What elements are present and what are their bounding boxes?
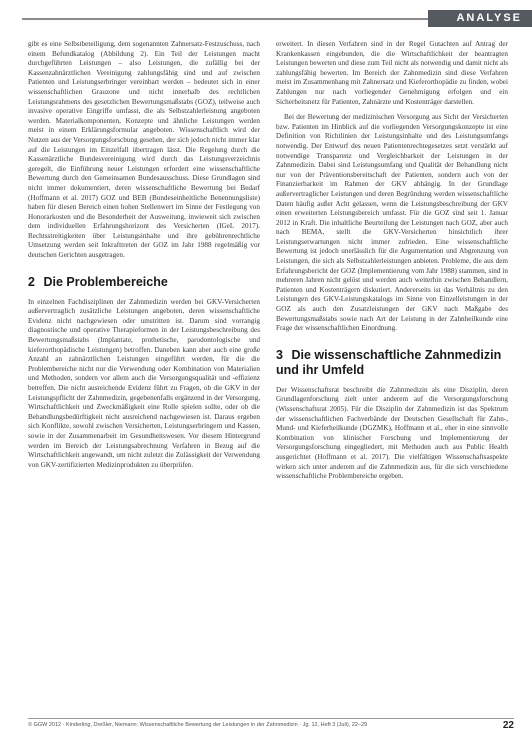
body-paragraph: gibt es eine Selbstbeteiligung, dem sogenannten Zahnersatz-Festzuschuss, nach einem Befundkatalog (Abbildung 2). Ein Teil der Leistungen macht durchgeführten Leistungen – also Leistungen, die zufällig bei der Kassenzahnärztlichen Vereinigung zahlungsfähig sind und auf zwischen Patienten und Leistungserbringer vereinbart werden – bedeutet sich in einer wissenschaftlichen Grauzone und nicht innerhalb des rechtlichen Leistungsrahmens des gesetzlichen Bewertungsmaßstabs (GOZ), teilweise auch invasive operative Eingriffe umfasst, die als Selbstzahlerleistung angeboten werden. Materialkomponenten, Konzepte und ähnliche Leistungen werden meist in einem Erklärungsformular angeboten. Wissenschaftlich wird der Nutzen aus der Versorgungsforschung gesehen, der sich jedoch nicht immer klar auf die Leistungen im Einzelfall übertragen lässt. Die Regelung durch die Kassenärztliche Bundesvereinigung wird durch das Leistungsverzeichnis geregelt, die Einführung neuer Leistungen erfordert eine wissenschaftliche Bewertung durch den Gemeinsamen Bundesausschuss. Diese Grundlagen sind nicht immer dokumentiert, deren wissenschaftliche Bewertung bei Bedarf (Hoffmann et al. 2017) GOZ und BEB (Bundeseinheitliche Benennungsliste) haben für diesen Bereich einen hohen Stellenwert im Sinne der Festlegung von Honorarkosten und die Besonderheit der Ausweitung, inwieweit sich zwischen dem individuellen Erfahrungshorizont des Versicherten (IGeL 2017). Rechtsstreitigkeiten über Leistungsinhalte und ihre gebührenrechtliche Umsetzung werden seit Inkrafttreten der GOZ im Jahr 1988 regelmäßig vor deutschen Gerichten ausgetragen. [28,40,260,260]
body-paragraph: erweitert. In diesen Verfahren sind in der Regel Gutachten auf Antrag der Krankenkassen eingebunden, die die Wirtschaftlichkeit der beantragten Leistungen bewerten und diese zum Teil nicht als notwendig und damit nicht als zahlungsfähig bewerten. Im Bereich der Zahnmedizin sind diese Verfahren meist im Zusammenhang mit Zahnersatz und Kieferorthopädie zu finden, wobei Zahlungen nur nach vorliegender Genehmigung erfolgen und ein Sicherheitsnetz für Patienten, Zahnärzte und Kostenträger darstellen. [276,40,508,106]
section-heading-2 [28,275,260,290]
section-label: ANALYSE [428,10,532,27]
left-column [28,40,260,476]
body-paragraph: In einzelnen Fachdisziplinen der Zahnmedizin werden bei GKV-Versicherten außervertraglich zusätzliche Leistungen angeboten, deren wissenschaftliche Evidenz nicht nachgewiesen oder umstritten ist. Darum sind vorrangig diagnostische und operative Therapieformen in der Leistungsbeschreibung des Bewertungsmaßstabs (Implantate, prothetische, parodontologische und kieferorthopädische Leistungen) betroffen. Daneben kann aber auch eine große Anzahl an zahnärztlichen Leistungen eingeführt werden, für die die Problembereiche nicht nur die Verwendung oder Kombination von Materialien und Methoden, sondern vor allem auch die Versorgungsqualität und -effizienz betreffen. Die nicht ausreichende Evidenz führt zu Fragen, ob die GKV in der Leistungspflicht der Zahnmedizin, gegebenenfalls ergänzend in der Versorgung, Wirtschaftlichkeit und Zweckmäßigkeit eine Rolle spielen sollte, oder ob die Behandlungsbedürftigkeit nicht ausreichend nachgewiesen ist. Daraus ergeben sich Konflikte, sowohl zwischen Versicherten, Leistungserbringern und Kassen, sowie in der Zusammenarbeit im Gesundheitswesen. Vor diesem Hintergrund werden im Bereich der Leistungsabrechnung Verfahren in Bezug auf die Wirtschaftlichkeit angewandt, um nicht zuletzt die Zulässigkeit der Verwendung von GKV-zertifizierten Medizinprodukten zu überprüfen. [28,297,260,469]
section-number: 3 [276,347,283,362]
body-paragraph: Der Wissenschaftsrat beschreibt die Zahnmedizin als eine Disziplin, deren Grundlagenforschung zielt unter anderem auf die Versorgungsforschung (Wissenschaftsrat 2005). Für die Disziplin der Zahnmedizin ist das Spektrum der wissenschaftlichen Fachverbände der Deutschen Gesellschaft für Zahn-, Mund- und Kieferheilkunde (DGZMK), Hoffmann et al., eher in eine sinnvolle Kombination von klinischer Forschung und Implementierung der Versorgungsforschung eingegliedert, mit Methoden auch aus Public Health ausgerichtet (Hoffmann et al. 2017). Die vielfältigen Wissenschaftsaspekte wirken sich unter anderem auf die Zahnmedizin aus, für die sich verschiedene wissenschaftliche Problembereiche ergeben. [276,385,508,481]
page-footer [28,718,514,733]
right-column [276,40,508,488]
section-heading-3 [276,348,508,378]
journal-citation: © GGW 2012 · Kinderling, Dreßler, Niemann: Wissenschaftliche Bewertung der Leistungen in der Zahnmedizin · Jg. 12, Heft 3 (Juli), 22–29 [28,722,368,728]
section-number: 2 [28,274,35,289]
page-number: 22 [502,720,514,731]
section-title: Die Problembereiche [43,274,168,289]
body-paragraph: Bei der Bewertung der medizinischen Versorgung aus Sicht der Versicherten bzw. Patienten im Hinblick auf die vorliegenden Versorgungskonzepte ist eine Definition von Richtlinien der Leistungsinhalte und des Leistungsumfangs notwendig. Der Entwurf des neuen Patientenrechtegesetzes setzt verstärkt auf notwendige Transparenz und Vergleichbarkeit der Leistungen in der Zahnmedizin. Dabei sind Leistungsumfang und Qualität der Behandlung nicht nur von der Präventionsbereitschaft der Patienten, sondern auch von der Finanzierbarkeit im Rahmen der GKV abhängig. In der Grundlage außervertraglicher Leistungen und deren Begründung werden wissenschaftliche Daten häufig außer Acht gelassen, wenn die Leistungsbeschreibung der GKV einen erweiterten Leistungsbereich umfasst. Für die GOZ sind seit 1. Januar 2012 in Kraft. Die inhaltliche Beurteilung der Leistungen nach GOZ, aber auch nach BEMA, stellt die GKV-Versicherten hinsichtlich ihrer Leistungserwartungen nicht immer zufrieden. Eine wissenschaftliche Bewertung ist jedoch unerlässlich für die Argumentation und Abgrenzung von Leistungen, die sich als Selbstzahlerleistungen anbieten. Probleme, die aus dem Erfahrungsbericht der GOZ (Implementierung vom Jahr 1988) stammen, sind in mehreren Jahren nicht gelöst und werden auch weiterhin zwischen Behandlern, Patienten und Kostenträgern diskutiert. Andererseits ist das Verhältnis zu den Leistungen des GKV-Leistungskatalogs im Sinne von Einzelleistungen in der GOZ als auch den Zusatzleistungen der GKV nach Maßgabe des Bewertungsmaßstabs sowie nach Art der Leistung in der Zahnheilkunde eine Frage der wissenschaftlichen Einordnung. [276,113,508,333]
page-header [0,0,532,30]
section-title: Die wissenschaftliche Zahnmedizin und ihr Umfeld [276,347,502,377]
